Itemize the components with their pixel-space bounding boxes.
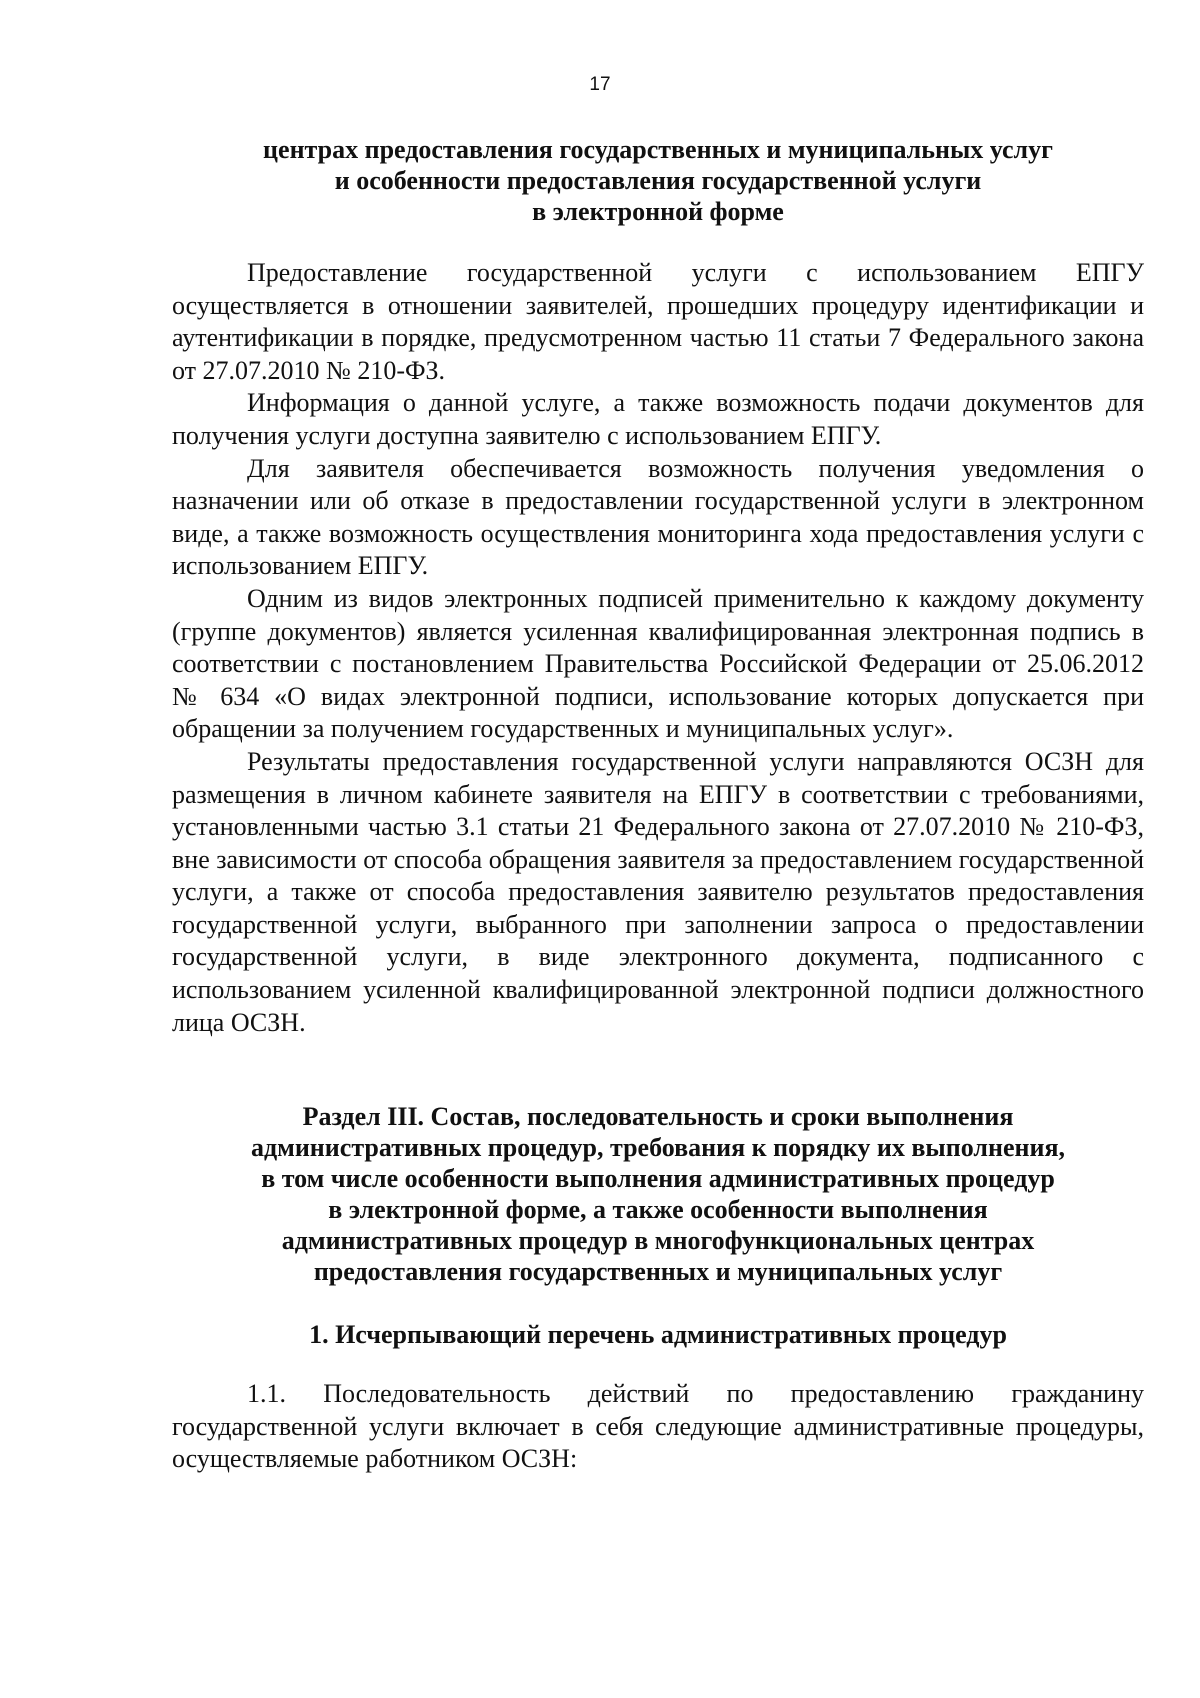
heading-line: административных процедур в многофункциональных центрах <box>281 1226 1035 1256</box>
body-paragraph: Информация о данной услуге, а также возможность подачи документов для получения услуги доступна заявителю с использованием ЕПГУ. <box>172 388 1144 450</box>
heading-line: в том числе особенности выполнения административных процедур <box>261 1164 1055 1194</box>
body-paragraph: 1.1. Последовательность действий по предоставлению гражданину государственной услуги включает в себя следующие административные процедуры, осуществляемые работником ОСЗН: <box>172 1379 1144 1474</box>
continued-heading <box>172 134 1144 227</box>
heading-line: предоставления государственных и муниципальных услуг <box>313 1257 1003 1287</box>
section-heading <box>172 1101 1144 1287</box>
heading-line: и особенности предоставления государственной услуги <box>334 166 982 195</box>
heading-line: в электронной форме <box>532 197 784 226</box>
heading-line: административных процедур, требования к порядку их выполнения, <box>250 1133 1066 1163</box>
page-number: 17 <box>589 74 611 95</box>
body-paragraph: Для заявителя обеспечивается возможность получения уведомления о назначении или об отказе в предоставлении государственной услуги в электронном виде, а также возможность осуществления мониторинга хода предоставления услуги с использованием ЕПГУ. <box>172 453 1144 581</box>
heading-line: в электронной форме, а также особенности выполнения <box>328 1195 988 1225</box>
subsection-heading: 1. Исчерпывающий перечень административных процедур <box>309 1320 1007 1350</box>
body-paragraph: Одним из видов электронных подписей применительно к каждому документу (группе документов) является усиленная квалифицированная электронная подпись в соответствии с постановлением Правительства Российской Федерации от 25.06.2012 № 634 «О видах электронной подписи, использование которых допускается при обращении за получением государственных и муниципальных услуг». <box>172 583 1144 744</box>
heading-line: Раздел III. Состав, последовательность и сроки выполнения <box>302 1102 1014 1132</box>
body-paragraph: Результаты предоставления государственной услуги направляются ОСЗН для размещения в личном кабинете заявителя на ЕПГУ в соответствии с требованиями, установленными частью 3.1 статьи 21 Федерального закона от 27.07.2010 № 210-ФЗ, вне зависимости от способа обращения заявителя за предоставлением государственной услуги, а также от способа предоставления заявителю результатов предоставления государственной услуги, выбранного при заполнении запроса о предоставлении государственной услуги, в виде электронного документа, подписанного с использованием усиленной квалифицированной электронной подписи должностного лица ОСЗН. <box>172 746 1144 1037</box>
page-content <box>172 134 1144 1476</box>
heading-line: центрах предоставления государственных и муниципальных услуг <box>263 135 1053 164</box>
body-paragraph: Предоставление государственной услуги с использованием ЕПГУ осуществляется в отношении заявителей, прошедших процедуру идентификации и аутентификации в порядке, предусмотренном частью 11 статьи 7 Федерального закона от 27.07.2010 № 210-ФЗ. <box>172 258 1144 385</box>
